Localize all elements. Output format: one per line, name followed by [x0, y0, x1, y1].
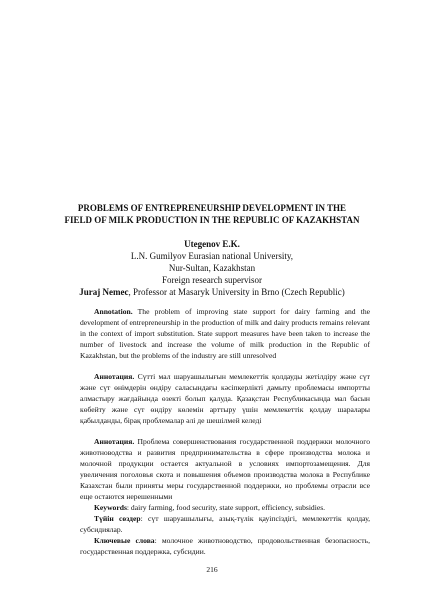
keywords-ru: [80, 535, 370, 557]
title-line-1: PROBLEMS OF ENTREPRENEURSHIP DEVELOPMENT IN THE: [77, 203, 347, 213]
annotation-ru-text: Проблема совершенствования государственной поддержки молочного животноводства и развития предпринимательства в сфере производства молока и молочной продукции остается актуальной в условиях импортозамещения. Для увеличения поголовья скота и повышения объемов производства молока в Республике Казахстан были приняты меры государственной поддержки, но проблемы отрасли все еще остаются нерешенными: [80, 437, 370, 501]
annotation-kz: [80, 371, 370, 426]
annotation-ru: [80, 436, 370, 502]
keywords-en-text: : dairy farming, food security, state support, efficiency, subsidies.: [126, 503, 326, 512]
annotation-en-label: Annotation.: [94, 307, 133, 316]
keywords-en-label: Keywords: [94, 503, 127, 512]
keywords-ru-text: : молочное животноводство, продовольственная безопасность, государственная поддержка, субсидии.: [80, 536, 370, 556]
annotation-kz-text: Сүтті мал шаруашылығын мемлекеттік қолдауды жетілдіру және сүт және сүт өнімдерін өндіру саласындағы кәсіпкерлікті дамыту проблемасы импортты алмастыру жағдайында өзекті болып қалуда. Қазақстан Республикасында мал басын көбейту және сүт өндіру көлемін арттыру үшін мемлекеттік қолдау шаралары қабылданды, бірақ проблемалар әлі де шешілмей келеді: [80, 372, 370, 425]
page-number: 216: [206, 565, 218, 574]
annotation-kz-label: Аннотация.: [94, 372, 135, 381]
supervisor-desc: , Professor at Masaryk University in Brno (Czech Republic): [128, 287, 345, 297]
title-line-2: FIELD OF MILK PRODUCTION IN THE REPUBLIC OF KAZAKHSTAN: [64, 215, 360, 225]
author-role: Foreign research supervisor: [162, 275, 262, 285]
keywords-kz-label: Түйін сөздер: [94, 514, 141, 523]
annotation-en: [80, 306, 370, 361]
keywords-en: [80, 502, 370, 513]
annotation-ru-label: Аннотация.: [94, 437, 135, 446]
paper-title: [40, 202, 384, 226]
keywords-kz-text: : сүт шаруашылығы, азық-түлік қауіпсіздігі, мемлекеттік қолдау, субсидиялар.: [80, 514, 370, 534]
author-name: Utegenov E.K.: [184, 239, 240, 249]
supervisor-name: Juraj Nemec: [79, 287, 129, 297]
author-city: Nur-Sultan, Kazakhstan: [168, 263, 256, 273]
author-block: [0, 238, 424, 298]
supervisor-line: [0, 286, 424, 298]
keywords-kz: [80, 513, 370, 535]
author-affiliation: L.N. Gumilyov Eurasian national University,: [130, 251, 294, 261]
annotation-en-text: The problem of improving state support for dairy farming and the development of entrepreneurship in the production of milk and dairy products remains relevant in the context of import substitution. State support measures have been taken to increase the number of livestock and increase the volume of milk production in the Republic of Kazakhstan, but the problems of the industry are still unresolved: [80, 307, 370, 360]
keywords-ru-label: Ключевые слова: [94, 536, 155, 545]
